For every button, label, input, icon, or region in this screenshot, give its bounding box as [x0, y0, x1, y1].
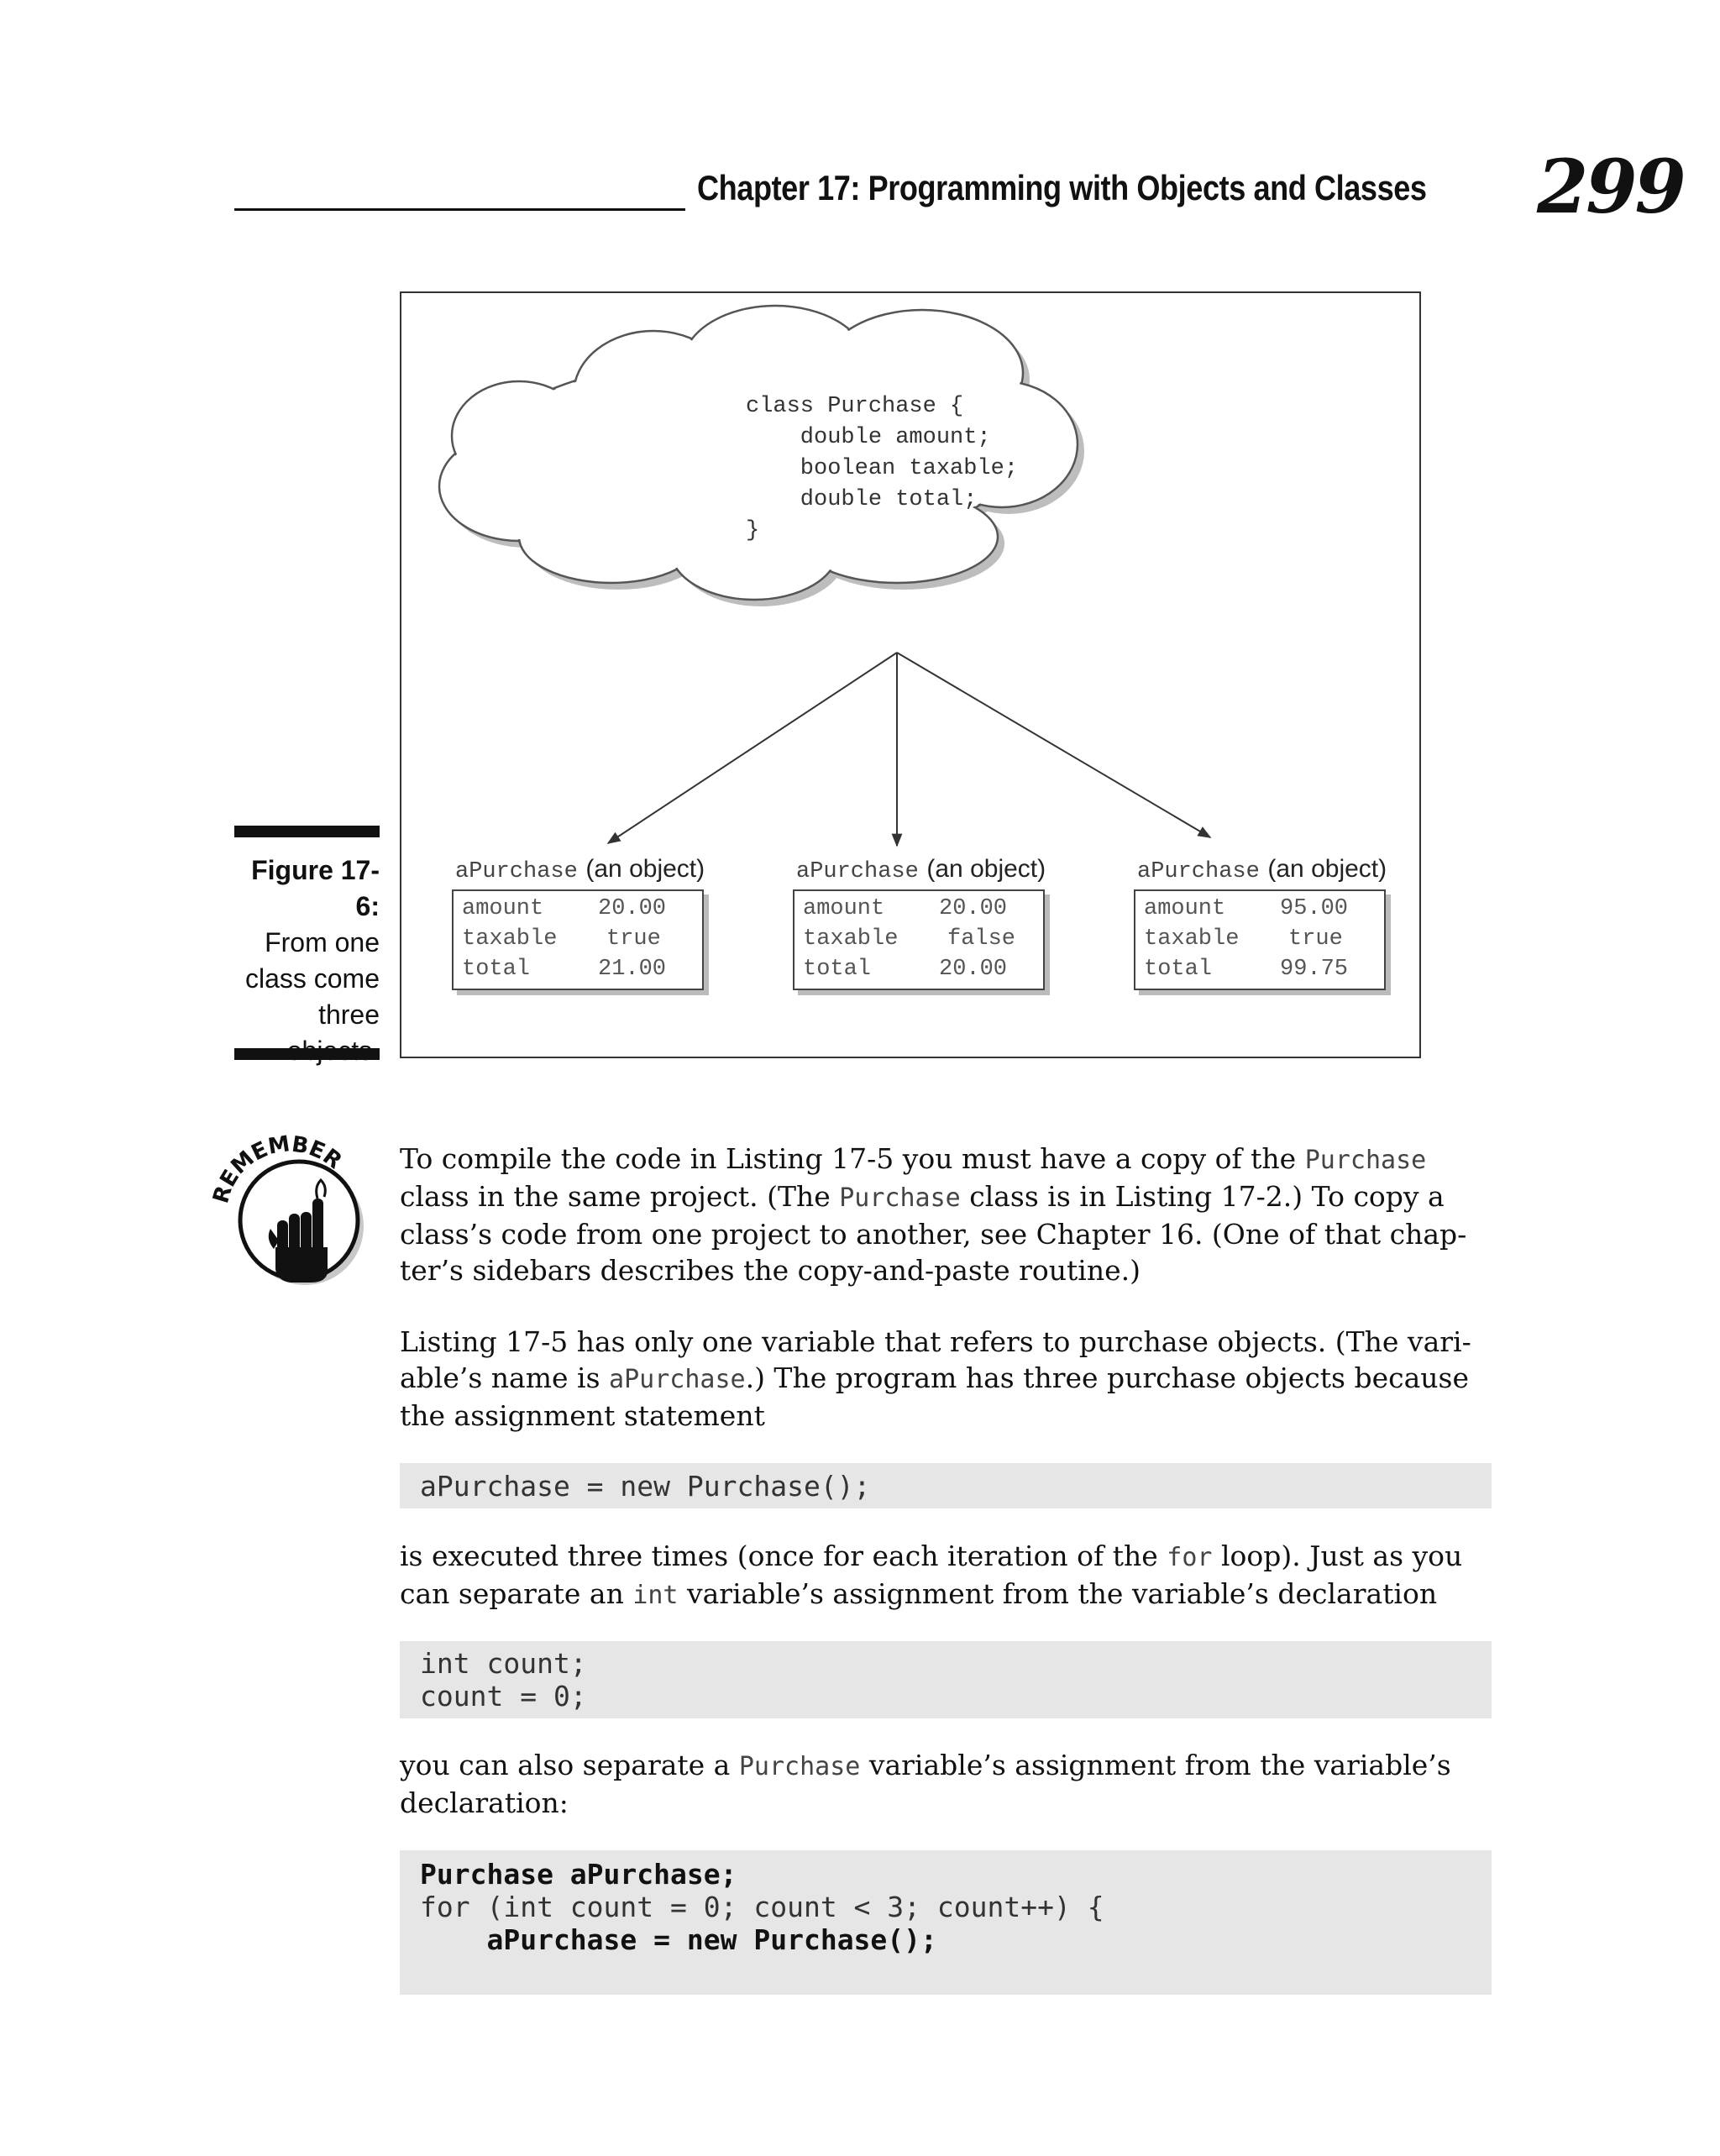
- caption-bottom-bar: [234, 1048, 380, 1060]
- field-name: taxable: [1144, 926, 1240, 952]
- object-box: [1134, 889, 1386, 990]
- object-var-name: aPurchase: [1137, 859, 1260, 884]
- field-name: taxable: [462, 926, 558, 952]
- inline-code: aPurchase: [609, 1365, 746, 1394]
- header-rule: [234, 208, 685, 211]
- inline-code: for: [1167, 1543, 1213, 1572]
- figure-caption: [234, 852, 380, 1069]
- class-code-line: double amount;: [746, 425, 991, 450]
- paragraph-line: [400, 1178, 1492, 1216]
- remember-label: REMEMBER: [208, 1131, 347, 1207]
- paragraph-line: [400, 1747, 1492, 1785]
- paragraph-line: class’s code from one project to another, see Chapter 16. (One of that chap-: [400, 1218, 1467, 1251]
- code-block-assignment: [400, 1463, 1492, 1508]
- paragraph-line: ter’s sidebars describes the copy-and-paste routine.): [400, 1254, 1141, 1287]
- field-name: total: [462, 957, 531, 982]
- field-name: amount: [462, 896, 544, 921]
- object-title: [1137, 854, 1387, 884]
- object-box: [793, 889, 1045, 990]
- paragraph-line: [400, 1538, 1492, 1576]
- field-name: amount: [1144, 896, 1226, 921]
- inline-code: Purchase: [1304, 1146, 1427, 1175]
- field-name: taxable: [803, 926, 899, 952]
- paragraph-line: [400, 1141, 1492, 1178]
- remember-icon: [202, 1121, 370, 1289]
- field-value: 21.00: [598, 957, 667, 982]
- code-line: int count;: [420, 1647, 587, 1680]
- instantiation-arrows: [608, 653, 1210, 846]
- field-value: 95.00: [1280, 896, 1349, 921]
- text: class in the same project. (The: [400, 1180, 840, 1213]
- code-line: aPurchase = new Purchase();: [420, 1470, 871, 1503]
- paragraph-line: [400, 1576, 1492, 1613]
- object-title: [796, 854, 1046, 884]
- field-value: true: [606, 926, 661, 952]
- object-type-label: (an object): [926, 855, 1046, 883]
- code-block-for-loop: [400, 1850, 1492, 1995]
- page-number: 299: [1537, 143, 1684, 230]
- text: .) The program has three purchase objects because: [745, 1361, 1469, 1394]
- paragraph-variables: [400, 1324, 1492, 1434]
- field-value: 20.00: [939, 896, 1008, 921]
- figure-17-6: [400, 291, 1421, 1058]
- paragraph-line: [400, 1360, 1492, 1398]
- text: To compile the code in Listing 17-5 you must have a copy of the: [400, 1142, 1305, 1175]
- object-field-row: [462, 957, 667, 982]
- text: is executed three times (once for each iteration of the: [400, 1540, 1167, 1572]
- object-field-row: [462, 896, 667, 921]
- inline-code: Purchase: [839, 1183, 961, 1213]
- paragraph-line: the assignment statement: [400, 1399, 765, 1432]
- text: class is in Listing 17-2.) To copy a: [960, 1180, 1445, 1213]
- arrow-right: [897, 653, 1210, 837]
- paragraph-compile-note: [400, 1141, 1492, 1288]
- object-field-row: [1144, 926, 1343, 952]
- caption-label: Figure 17-6:: [251, 855, 380, 921]
- code-block-int-count: [400, 1641, 1492, 1718]
- object-field-row: [1144, 896, 1349, 921]
- text: can separate an: [400, 1577, 633, 1610]
- inline-code: int: [632, 1581, 679, 1610]
- chapter-title: Chapter 17: Programming with Objects and Classes: [697, 168, 1427, 207]
- code-line: aPurchase = new Purchase();: [420, 1923, 937, 1956]
- inline-code: Purchase: [738, 1752, 861, 1781]
- code-line: count = 0;: [420, 1680, 587, 1713]
- caption-top-bar: [234, 826, 380, 837]
- text: you can also separate a: [400, 1749, 739, 1781]
- text: able’s name is: [400, 1361, 610, 1394]
- paragraph-line: Listing 17-5 has only one variable that refers to purchase objects. (The vari-: [400, 1325, 1471, 1358]
- object-title: [455, 854, 705, 884]
- paragraph-line: declaration:: [400, 1786, 569, 1819]
- object-type-label: (an object): [585, 855, 705, 883]
- class-code-line: double total;: [746, 487, 978, 512]
- text: variable’s assignment from the variable’s: [860, 1749, 1451, 1781]
- caption-line: From one: [265, 927, 380, 957]
- field-name: total: [803, 957, 872, 982]
- arrow-left: [608, 653, 897, 843]
- field-name: total: [1144, 957, 1213, 982]
- class-code-line: boolean taxable;: [746, 456, 1019, 481]
- field-value: true: [1288, 926, 1343, 952]
- object-field-row: [803, 957, 1008, 982]
- field-value: false: [947, 926, 1016, 952]
- code-line: for (int count = 0; count < 3; count++) {: [420, 1891, 1104, 1923]
- field-value: 20.00: [598, 896, 667, 921]
- paragraph-executed: [400, 1538, 1492, 1613]
- object-box: [452, 889, 704, 990]
- field-value: 99.75: [1280, 957, 1349, 982]
- caption-line: class come: [244, 963, 380, 994]
- class-code-line: class Purchase {: [746, 394, 964, 419]
- object-type-label: (an object): [1267, 855, 1387, 883]
- object-field-row: [1144, 957, 1349, 982]
- text: loop). Just as you: [1212, 1540, 1463, 1572]
- field-name: amount: [803, 896, 885, 921]
- caption-line: three: [318, 999, 380, 1030]
- object-field-row: [803, 926, 1016, 952]
- code-line: Purchase aPurchase;: [420, 1858, 737, 1891]
- object-field-row: [462, 926, 661, 952]
- object-var-name: aPurchase: [455, 859, 578, 884]
- field-value: 20.00: [939, 957, 1008, 982]
- text: variable’s assignment from the variable’s declaration: [678, 1577, 1438, 1610]
- paragraph-separate: [400, 1747, 1492, 1821]
- object-field-row: [803, 896, 1008, 921]
- object-var-name: aPurchase: [796, 859, 919, 884]
- class-code-line: }: [746, 518, 760, 543]
